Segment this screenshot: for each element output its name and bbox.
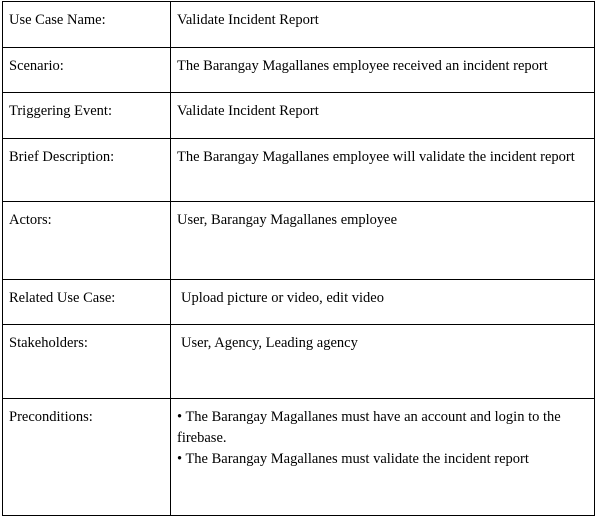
row-label: Preconditions: — [3, 399, 171, 516]
row-label: Use Case Name: — [3, 2, 171, 48]
table-row — [3, 48, 595, 93]
bullet-item: • The Barangay Magallanes must have an account and login to the firebase. — [177, 409, 561, 446]
row-label: Brief Description: — [3, 139, 171, 202]
row-label: Related Use Case: — [3, 280, 171, 325]
use-case-table — [2, 1, 595, 516]
row-label: Actors: — [3, 202, 171, 280]
row-value: Upload picture or video, edit video — [171, 280, 595, 325]
row-value: Validate Incident Report — [171, 2, 595, 48]
row-value: User, Agency, Leading agency — [171, 325, 595, 399]
row-value: Validate Incident Report — [171, 93, 595, 139]
row-value: The Barangay Magallanes employee received an incident report — [171, 48, 595, 93]
row-value: User, Barangay Magallanes employee — [171, 202, 595, 280]
table-row — [3, 139, 595, 202]
bullet-item: • The Barangay Magallanes must validate the incident report — [177, 451, 529, 467]
table-row — [3, 2, 595, 48]
text-cursor — [594, 333, 595, 350]
table-row — [3, 280, 595, 325]
row-value-list — [171, 399, 595, 516]
row-label: Triggering Event: — [3, 93, 171, 139]
row-value: The Barangay Magallanes employee will validate the incident report — [171, 139, 595, 202]
table-row — [3, 202, 595, 280]
row-label: Scenario: — [3, 48, 171, 93]
table-row — [3, 399, 595, 516]
row-label: Stakeholders: — [3, 325, 171, 399]
table-row — [3, 325, 595, 399]
table-row — [3, 93, 595, 139]
